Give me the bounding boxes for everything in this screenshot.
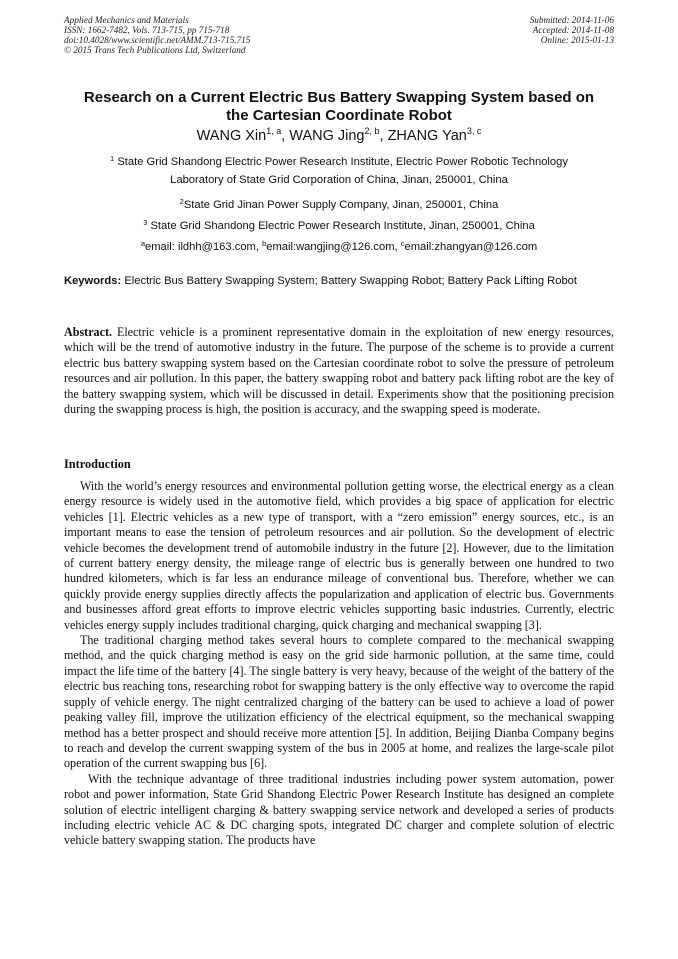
author-2: WANG Jing bbox=[289, 128, 365, 144]
author-list: WANG Xin$^{1, a}$, WANG Jing$^{2, b}$, ZHANG Yan$^{3, c}$ bbox=[196, 126, 482, 144]
paper-title bbox=[40, 89, 638, 124]
keywords-text: Electric Bus Battery Swapping System; Battery Swapping Robot; Battery Pack Lifting Robot bbox=[124, 275, 578, 287]
affiliation-3 bbox=[56, 218, 622, 236]
email-b-sup: b bbox=[262, 239, 267, 248]
intro-paragraph-3: With the technique advantage of three traditional industries including power system automation, power robot and power information, State Grid Shandong Electric Power Research Institute has designed an complete solution of electric intelligent charging & battery swapping service network and developed a series of products including electric vehicle AC & DC charging spots, integrated DC charger and complete solution of electric vehicle battery swapping station. The products have bbox=[64, 771, 614, 848]
keywords-label: Keywords: bbox=[64, 275, 122, 287]
intro-paragraph-1: With the world’s energy resources and environmental pollution getting worse, the electrical energy as a clean energy resource is widely used in the automotive field, which provides a big space of application for electric vehicles [1]. Electric vehicles as a new type of transport, with a “zero emission” energy sources, etc., is an important means to ease the tension of petroleum resources and air pollution. So the development of electric vehicle becomes the development trend of automobile industry in the future [2]. However, due to the limitation of current battery energy density, the mileage range of electric bus is generally between one hundred to two hundred kilometers, which is far less an endurance mileage of conventional bus. Therefore, whether we can quickly provide energy supplies directly affects the popularization and application of electric bus. Governments and businesses afford great efforts to improve electric vehicles supporting basic industries. Currently, electric vehicles energy supply includes traditional charging, quick charging and mechanical swapping [3]. bbox=[64, 479, 614, 632]
email-c: email:zhangyan@126.com bbox=[404, 241, 538, 253]
submitted-date: Submitted: 2014-11-06 bbox=[529, 15, 614, 25]
email-c-sup: c bbox=[400, 239, 405, 248]
online-date: Online: 2015-01-13 bbox=[540, 35, 614, 45]
affiliation-1 bbox=[56, 154, 622, 189]
keywords bbox=[64, 275, 614, 289]
email-a: email: ildhh@163.com, bbox=[145, 241, 259, 253]
abstract-text: Electric vehicle is a prominent representative domain in the exploitation of new energy resources, which will be the trend of automotive industry in the future. The purpose of the scheme is to provide a current electric bus battery swapping system based on the Cartesian coordinate robot to solve the pressure of petroleum resources and air pollution. In this paper, the battery swapping robot and battery pack lifting robot are the key of the battery swapping system, which will be discussed in detail. Experiments show that the positioning precision during the swapping process is high, the position is accuracy, and the swapping speed is moderate. bbox=[64, 325, 614, 417]
affiliation-1-sup: 1 bbox=[110, 154, 115, 163]
accepted-date: Accepted: 2014-11-08 bbox=[532, 25, 614, 35]
author-1: WANG Xin bbox=[196, 128, 267, 144]
journal-copyright: © 2015 Trans Tech Publications Ltd, Switzerland bbox=[64, 45, 246, 55]
journal-doi: doi:10.4028/www.scientific.net/AMM.713-715.715 bbox=[64, 35, 251, 45]
submission-dates bbox=[530, 15, 614, 45]
affiliation-2-sup: 2 bbox=[179, 197, 184, 206]
author-2-sup: 2, b bbox=[364, 126, 380, 136]
journal-issn: ISSN: 1662-7482, Vols. 713-715, pp 715-718 bbox=[64, 25, 230, 35]
intro-paragraph-2: The traditional charging method takes several hours to complete compared to the mechanical swapping method, and the quick charging method is easy on the grid side harmonic pollution, at the same time, could impact the life time of the battery [4]. The single battery is very heavy, because of the weight of the battery of the electric bus reaching tons, researching robot for swapping battery is the only effective way to overcome the rapid supply of vehicle energy. The night centralized charging of the battery can be used to achieve a load of power peaking valley fill, improve the utilization efficiency of the electrical equipment, so the mechanical swapping method has a better prospect and should receive more attention [5]. In addition, Beijing Dianba Company begins to reach and develop the current swapping system of the bus in 2005 at home, and realizes the large-scale pilot operation of the current swapping bus [6]. bbox=[64, 633, 614, 771]
introduction-body bbox=[64, 479, 614, 849]
author-emails bbox=[56, 239, 622, 257]
email-b: email:wangjing@126.com, bbox=[266, 241, 398, 253]
author-1-sup: 1, a bbox=[266, 126, 282, 136]
affiliation-2-text: State Grid Jinan Power Supply Company, Jinan, 250001, China bbox=[183, 199, 499, 211]
affiliation-1-line-1: State Grid Shandong Electric Power Research Institute, Electric Power Robotic Technology bbox=[117, 156, 568, 168]
affiliation-2 bbox=[56, 197, 622, 215]
title-line-1: Research on a Current Electric Bus Battery Swapping System based on bbox=[83, 89, 595, 106]
email-a-sup: a bbox=[140, 239, 146, 248]
affiliation-3-text: State Grid Shandong Electric Power Research Institute, Jinan, 250001, China bbox=[150, 220, 535, 232]
journal-name: Applied Mechanics and Materials bbox=[64, 15, 189, 25]
affiliation-3-sup: 3 bbox=[143, 218, 148, 227]
abstract bbox=[64, 325, 614, 417]
abstract-label: Abstract. bbox=[64, 325, 113, 339]
title-line-2: the Cartesian Coordinate Robot bbox=[226, 106, 452, 124]
author-3: ZHANG Yan bbox=[387, 128, 467, 144]
journal-info bbox=[64, 15, 250, 55]
author-3-sup: 3, c bbox=[466, 126, 482, 136]
affiliation-1-line-2: Laboratory of State Grid Corporation of China, Jinan, 250001, China bbox=[170, 173, 508, 186]
section-heading-introduction: Introduction bbox=[64, 457, 131, 471]
